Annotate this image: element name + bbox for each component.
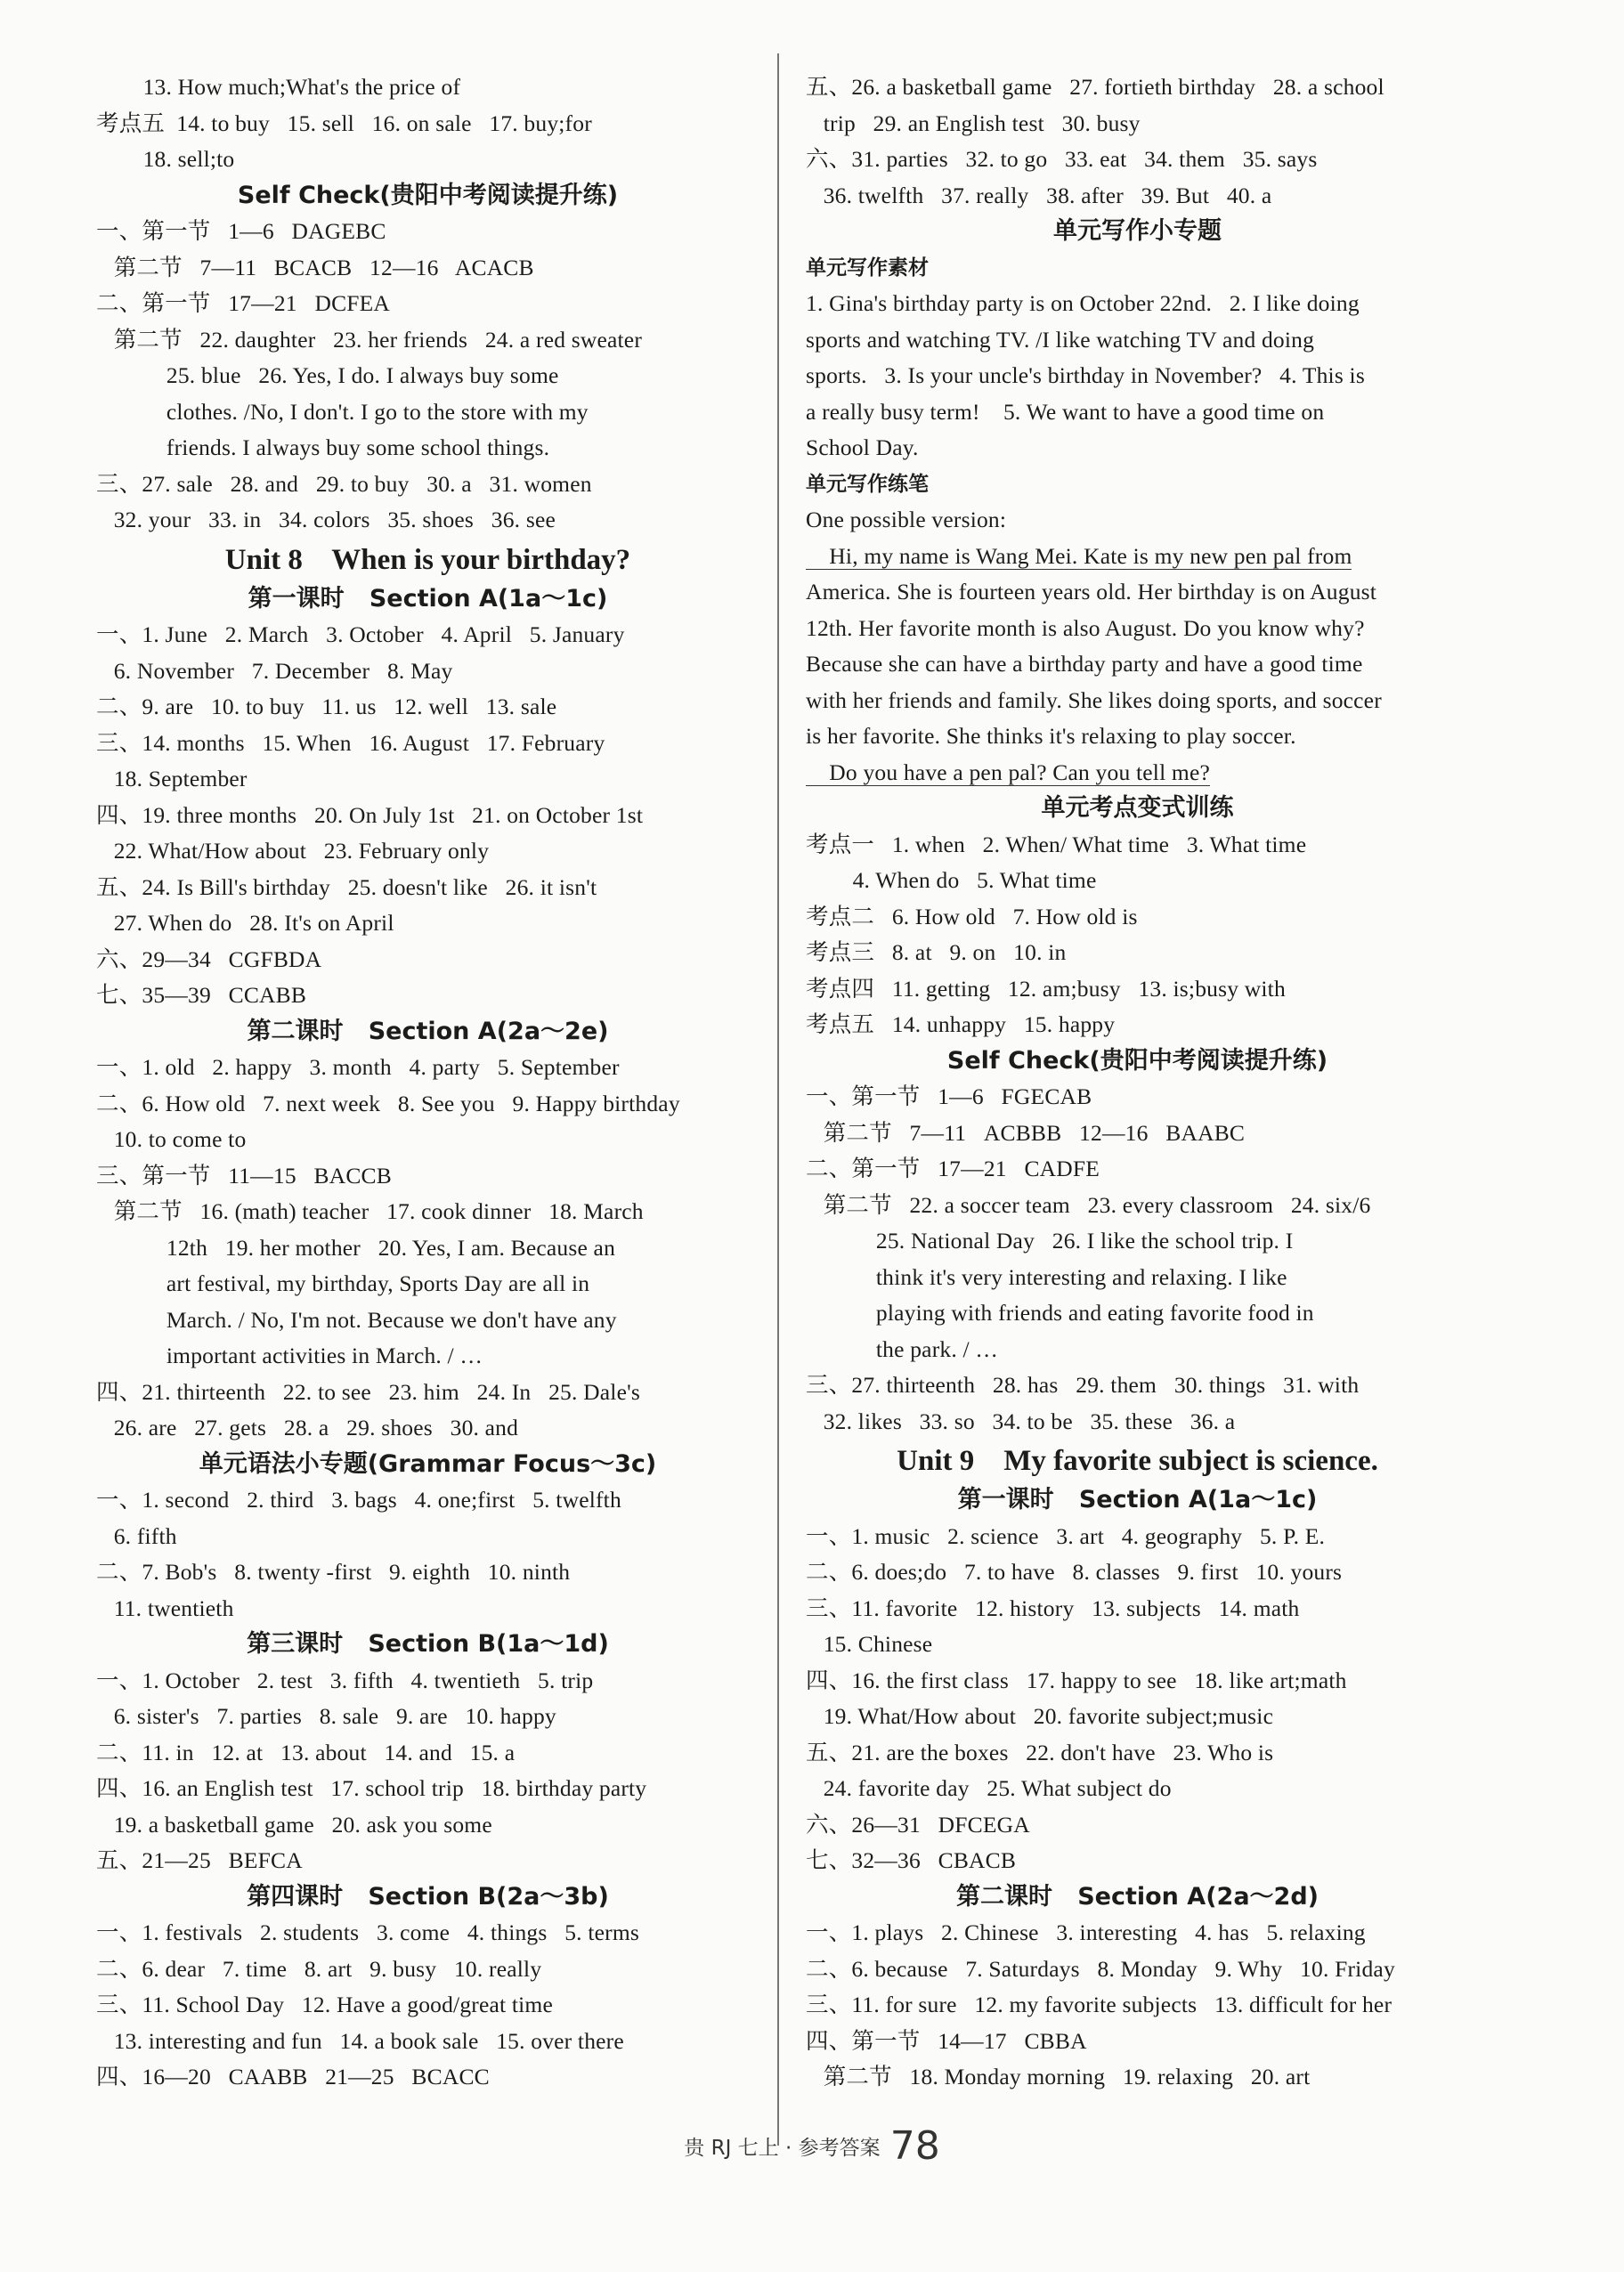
answer-line: 四、第一节 14—17 CBBA (806, 2027, 1087, 2054)
section-heading: 单元写作小专题 (1053, 217, 1222, 245)
answer-line: 二、6. because 7. Saturdays 8. Monday 9. Why 10. Friday (806, 1955, 1395, 1982)
answer-line: 一、1. old 2. happy 3. month 4. party 5. September (96, 1054, 620, 1080)
unit-heading: Unit 9 My favorite subject is science. (897, 1445, 1378, 1477)
answer-line: 二、11. in 12. at 13. about 14. and 15. a (96, 1739, 516, 1765)
underlined-sentence: Hi, my name is Wang Mei. Kate is my new pen pal from (806, 542, 1352, 569)
footer-text: 贵 RJ 七上 · 参考答案 (684, 2137, 881, 2160)
column-divider (777, 53, 779, 2146)
answer-line: a really busy term! 5. We want to have a good time on (806, 398, 1325, 425)
answer-line: important activities in March. / … (96, 1343, 483, 1368)
answer-line: 三、14. months 15. When 16. August 17. February (96, 729, 605, 756)
answer-line: 考点三 8. at 9. on 10. in (806, 939, 1067, 965)
answer-line: 二、第一节 17—21 DCFEA (96, 290, 391, 316)
answer-line: playing with friends and eating favorite food in (806, 1300, 1314, 1326)
section-heading: 第一课时 Section A(1a～1c) (248, 584, 608, 613)
answer-line: 五、21. are the boxes 22. don't have 23. Who is (806, 1739, 1274, 1765)
answer-line: 四、16. an English test 17. school trip 18. birthday party (96, 1775, 647, 1801)
answer-line: 一、第一节 1—6 DAGEBC (96, 218, 386, 244)
answer-line: America. She is fourteen years old. Her birthday is on August (806, 579, 1377, 605)
answer-line: with her friends and family. She likes doing sports, and soccer (806, 686, 1382, 713)
answer-line: 五、26. a basketball game 27. fortieth birthday 28. a school (806, 74, 1384, 100)
answer-line: 25. blue 26. Yes, I do. I always buy some (96, 362, 559, 388)
underlined-sentence: Do you have a pen pal? Can you tell me? (806, 759, 1211, 785)
answer-line: trip 29. an English test 30. busy (806, 110, 1141, 136)
answer-line: 6. sister's 7. parties 8. sale 9. are 10. happy (96, 1703, 556, 1729)
section-heading: 第一课时 Section A(1a～1c) (957, 1486, 1318, 1513)
answer-line: 一、1. June 2. March 3. October 4. April 5. January (96, 621, 625, 647)
answer-line: 二、6. dear 7. time 8. art 9. busy 10. really (96, 1955, 542, 1982)
section-heading: 第四课时 Section B(2a～3b) (247, 1882, 609, 1911)
answer-line: 第二节 7—11 ACBBB 12—16 BAABC (806, 1119, 1246, 1146)
section-heading: 第二课时 Section A(2a～2d) (956, 1882, 1319, 1911)
answer-line: 18. sell;to (96, 146, 235, 172)
answer-line: One possible version: (806, 507, 1007, 532)
answer-line: think it's very interesting and relaxing. I like (806, 1263, 1287, 1290)
answer-line: 第二节 22. daughter 23. her friends 24. a red sweater (96, 326, 643, 353)
section-heading: 第三课时 Section B(1a～1d) (247, 1630, 609, 1658)
answer-line: 24. favorite day 25. What subject do (806, 1775, 1172, 1801)
answer-line: 12th. Her favorite month is also August. Do you know why? (806, 614, 1365, 641)
left-column (96, 69, 759, 2096)
answer-line: 二、第一节 17—21 CADFE (806, 1156, 1100, 1181)
answer-line: 三、第一节 11—15 BACCB (96, 1162, 392, 1189)
answer-line: 19. a basketball game 20. ask you some (96, 1811, 492, 1838)
answer-line: 10. to come to (96, 1126, 247, 1152)
answer-line: 一、1. October 2. test 3. fifth 4. twentieth 5. trip (96, 1667, 594, 1693)
answer-line: 第二节 22. a soccer team 23. every classroom 24. six/6 (806, 1191, 1371, 1218)
section-heading: Self Check(贵阳中考阅读提升练) (946, 1046, 1328, 1075)
answer-line: 18. September (96, 766, 248, 791)
answer-line: 四、16—20 CAABB 21—25 BCACC (96, 2064, 490, 2089)
answer-line: 36. twelfth 37. really 38. after 39. But 40. a (806, 182, 1272, 208)
answer-line: 一、第一节 1—6 FGECAB (806, 1083, 1092, 1109)
answer-line: 4. When do 5. What time (806, 867, 1097, 893)
answer-line: 考点二 6. How old 7. How old is (806, 903, 1138, 929)
answer-line: 15. Chinese (806, 1631, 933, 1657)
right-column (806, 69, 1469, 2096)
subsection-label: 单元写作练笔 (806, 472, 929, 496)
answer-line: friends. I always buy some school things. (96, 434, 550, 460)
answer-line: 第二节 7—11 BCACB 12—16 ACACB (96, 254, 534, 280)
subsection-label: 单元写作素材 (806, 256, 929, 280)
answer-line: is her favorite. She thinks it's relaxing to play soccer. (806, 723, 1296, 749)
answer-line: 22. What/How about 23. February only (96, 838, 490, 864)
answer-line: 五、24. Is Bill's birthday 25. doesn't like 26. it isn't (96, 873, 597, 900)
answer-line (806, 755, 1469, 791)
answer-line: the park. / … (806, 1335, 999, 1362)
answer-line: 11. twentieth (96, 1594, 234, 1621)
answer-line: 四、21. thirteenth 22. to see 23. him 24. In 25. Dale's (96, 1378, 641, 1405)
answer-line: 三、27. thirteenth 28. has 29. them 30. things 31. with (806, 1372, 1360, 1398)
answer-line: 三、27. sale 28. and 29. to buy 30. a 31. women (96, 470, 592, 497)
answer-line: 考点五 14. to buy 15. sell 16. on sale 17. buy;for (96, 110, 592, 136)
answer-line: art festival, my birthday, Sports Day are all in (96, 1270, 590, 1296)
answer-line: 考点一 1. when 2. When/ What time 3. What time (806, 831, 1307, 857)
answer-line: 第二节 16. (math) teacher 17. cook dinner 18. March (96, 1198, 644, 1224)
answer-line: 四、19. three months 20. On July 1st 21. on October 1st (96, 801, 644, 828)
page-number: 78 (889, 2123, 940, 2169)
answer-line: 13. How much;What's the price of (96, 74, 461, 100)
answer-line: 6. fifth (96, 1522, 177, 1549)
section-heading: 单元考点变式训练 (1041, 794, 1234, 822)
answer-line: 考点五 14. unhappy 15. happy (806, 1011, 1116, 1037)
answer-line: 一、1. festivals 2. students 3. come 4. things 5. terms (96, 1919, 639, 1945)
answer-line: 25. National Day 26. I like the school trip. I (806, 1228, 1294, 1254)
answer-line: 第二节 18. Monday morning 19. relaxing 20. art (806, 2064, 1311, 2089)
answer-line: 一、1. second 2. third 3. bags 4. one;first 5. twelfth (96, 1487, 621, 1513)
answer-line: 考点四 11. getting 12. am;busy 13. is;busy with (806, 975, 1286, 1002)
answer-line: 27. When do 28. It's on April (96, 910, 394, 936)
answer-line: 五、21—25 BEFCA (96, 1847, 303, 1873)
answer-line: Because she can have a birthday party and have a good time (806, 651, 1363, 677)
section-heading: 第二课时 Section A(2a～2e) (247, 1017, 609, 1045)
answer-line: 三、11. favorite 12. history 13. subjects 14. math (806, 1594, 1300, 1621)
section-heading: Self Check(贵阳中考阅读提升练) (237, 181, 619, 209)
answer-line: 6. November 7. December 8. May (96, 657, 453, 684)
answer-line: 13. interesting and fun 14. a book sale 15. over there (96, 2027, 624, 2054)
answer-line: 一、1. music 2. science 3. art 4. geography 5. P. E. (806, 1522, 1326, 1549)
answer-line: 二、7. Bob's 8. twenty -first 9. eighth 10. ninth (96, 1559, 571, 1585)
answer-line: clothes. /No, I don't. I go to the store with my (96, 398, 589, 425)
answer-line: March. / No, I'm not. Because we don't have any (96, 1306, 617, 1333)
answer-line (806, 539, 1469, 575)
answer-line: 六、29—34 CGFBDA (96, 945, 322, 972)
answer-line: 六、31. parties 32. to go 33. eat 34. them 35. says (806, 146, 1318, 172)
answer-line: 三、11. for sure 12. my favorite subjects 13. difficult for her (806, 1992, 1393, 2017)
answer-line: 七、32—36 CBACB (806, 1847, 1017, 1873)
page-footer (0, 2123, 1624, 2169)
answer-line: sports. 3. Is your uncle's birthday in November? 4. This is (806, 362, 1365, 388)
answer-line: sports and watching TV. /I like watching TV and doing (806, 326, 1315, 353)
answer-line: 六、26—31 DFCEGA (806, 1811, 1030, 1838)
answer-line: 19. What/How about 20. favorite subject;music (806, 1703, 1274, 1729)
answer-line: 32. your 33. in 34. colors 35. shoes 36. see (96, 507, 556, 532)
answer-line: 三、11. School Day 12. Have a good/great time (96, 1992, 553, 2017)
answer-line: 12th 19. her mother 20. Yes, I am. Because an (96, 1234, 616, 1261)
answer-line: 二、9. are 10. to buy 11. us 12. well 13. sale (96, 694, 557, 719)
answer-line: 一、1. plays 2. Chinese 3. interesting 4. has 5. relaxing (806, 1919, 1366, 1945)
answer-line: 二、6. How old 7. next week 8. See you 9. Happy birthday (96, 1090, 680, 1116)
answer-line: School Day. (806, 434, 919, 460)
section-heading: 单元语法小专题(Grammar Focus～3c) (199, 1449, 657, 1478)
answer-line: 1. Gina's birthday party is on October 22nd. 2. I like doing (806, 290, 1360, 316)
answer-line: 四、16. the first class 17. happy to see 18. like art;math (806, 1667, 1347, 1693)
answer-line: 七、35—39 CCABB (96, 982, 307, 1008)
answer-line: 26. are 27. gets 28. a 29. shoes 30. and (96, 1415, 519, 1440)
answer-line: 二、6. does;do 7. to have 8. classes 9. first 10. yours (806, 1559, 1343, 1585)
answer-line: 32. likes 33. so 34. to be 35. these 36. a (806, 1408, 1236, 1434)
unit-heading: Unit 8 When is your birthday? (224, 543, 631, 576)
